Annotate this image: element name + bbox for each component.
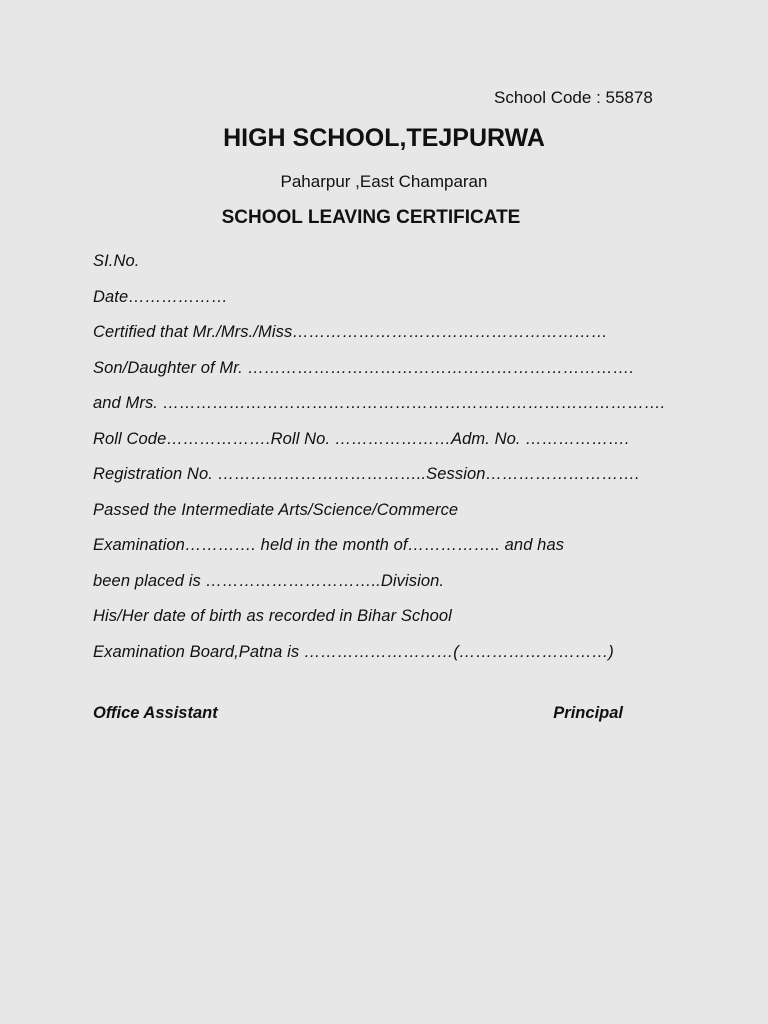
division-line: been placed is …………………………..Division. bbox=[93, 571, 445, 590]
school-code: School Code : 55878 bbox=[494, 88, 653, 107]
school-address: Paharpur ,East Champaran bbox=[280, 172, 488, 191]
office-assistant-signature: Office Assistant bbox=[93, 704, 218, 722]
school-name-text: HIGH SCHOOL,TEJPURWA bbox=[223, 124, 545, 152]
birth-date-line: His/Her date of birth as recorded in Bihar School bbox=[93, 607, 452, 625]
serial-number-line: SI.No. bbox=[93, 252, 140, 270]
certified-name-line: Certified that Mr./Mrs./Miss………………………………………………… bbox=[93, 323, 608, 341]
registration-line: Registration No. ………………………………..Session………………………. bbox=[93, 465, 640, 483]
certificate-body bbox=[93, 244, 666, 670]
father-name-line: Son/Daughter of Mr. ……………………………………………………………. bbox=[93, 358, 635, 377]
certificate-title: SCHOOL LEAVING CERTIFICATE bbox=[221, 207, 521, 228]
roll-code-line: Roll Code……………….Roll No. …………………Adm. No. ………………. bbox=[93, 429, 630, 448]
principal-signature: Principal bbox=[553, 704, 623, 722]
exam-month-line: Examination…………. held in the month of…………….. and has bbox=[93, 536, 565, 554]
date-line: Date……………… bbox=[93, 287, 228, 306]
signature-row bbox=[93, 704, 623, 728]
passed-exam-line: Passed the Intermediate Arts/Science/Commerce bbox=[93, 500, 459, 519]
mother-name-line: and Mrs. ………………………………………………………………………………. bbox=[93, 394, 666, 412]
board-dob-line: Examination Board,Patna is ………………………(………………………) bbox=[93, 642, 614, 661]
school-name bbox=[0, 124, 768, 153]
